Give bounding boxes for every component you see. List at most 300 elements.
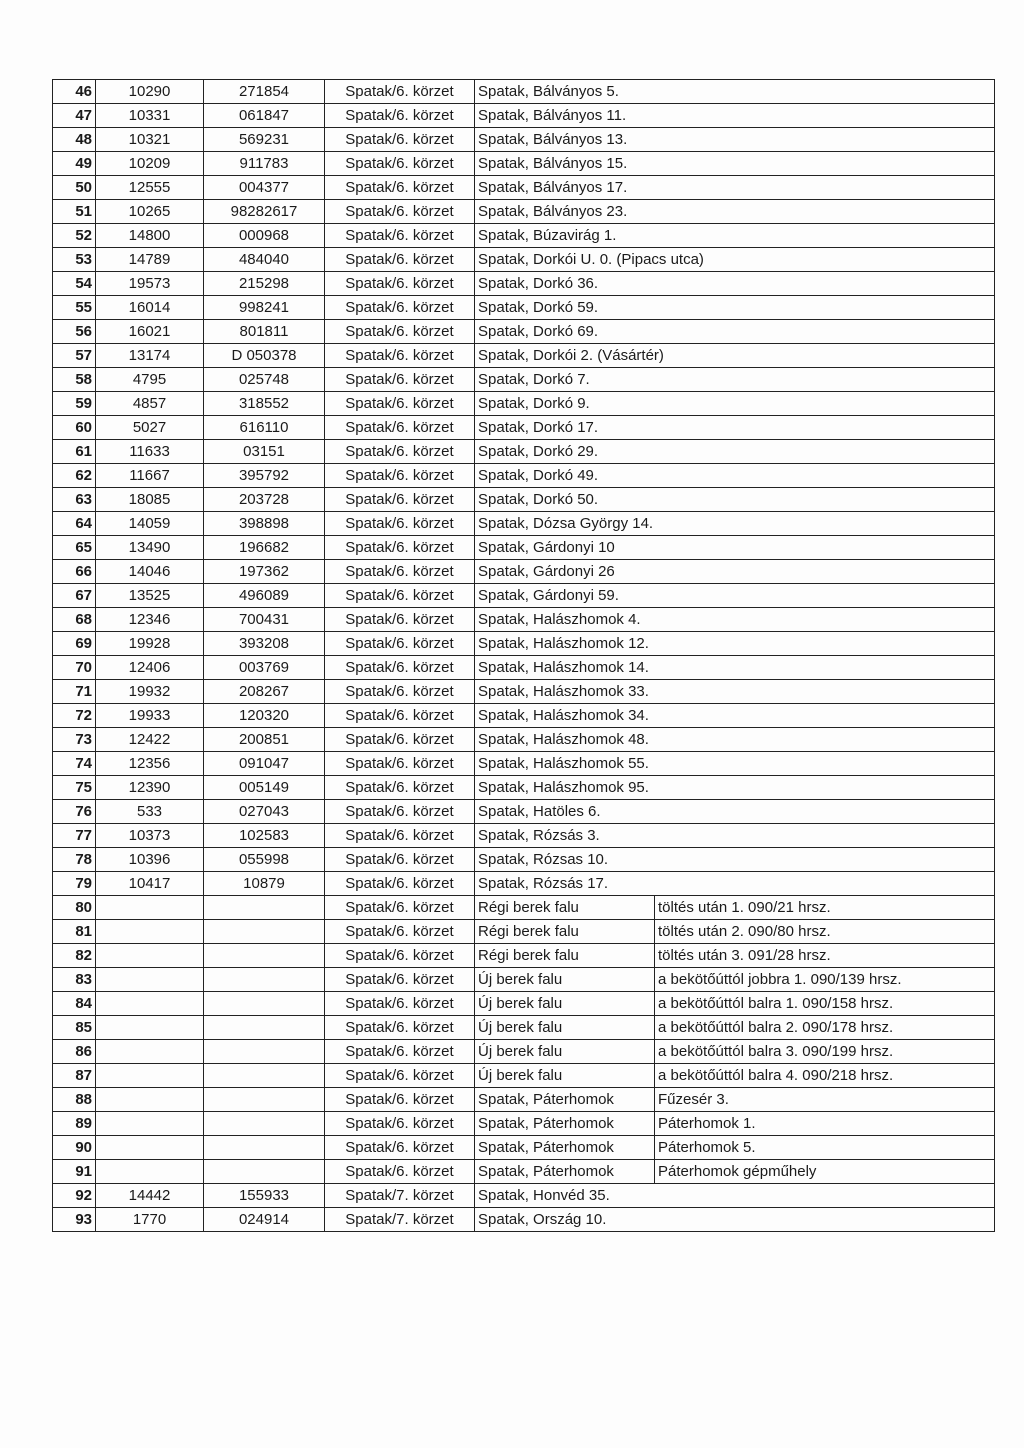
address-cell: Spatak, Rózsás 17. <box>475 872 995 896</box>
row-number: 86 <box>53 1040 96 1064</box>
address-cell: Spatak, Búzavirág 1. <box>475 224 995 248</box>
note-cell: a bekötőúttól balra 4. 090/218 hrsz. <box>655 1064 995 1088</box>
note-cell: Fűzesér 3. <box>655 1088 995 1112</box>
address-cell: Új berek falu <box>475 968 655 992</box>
meter-number-cell: 004377 <box>204 176 325 200</box>
id-number-cell: 10290 <box>96 80 204 104</box>
table-row <box>53 464 995 488</box>
table-row <box>53 440 995 464</box>
row-number: 48 <box>53 128 96 152</box>
id-number-cell <box>96 968 204 992</box>
meter-number-cell: 000968 <box>204 224 325 248</box>
address-cell: Spatak, Halászhomok 4. <box>475 608 995 632</box>
district-cell: Spatak/6. körzet <box>325 368 475 392</box>
address-cell: Spatak, Halászhomok 12. <box>475 632 995 656</box>
table-row <box>53 680 995 704</box>
meter-number-cell: 395792 <box>204 464 325 488</box>
table-row <box>53 1016 995 1040</box>
row-number: 47 <box>53 104 96 128</box>
address-cell: Spatak, Páterhomok <box>475 1136 655 1160</box>
id-number-cell: 5027 <box>96 416 204 440</box>
meter-number-cell: 393208 <box>204 632 325 656</box>
meter-number-cell <box>204 968 325 992</box>
district-cell: Spatak/6. körzet <box>325 344 475 368</box>
district-cell: Spatak/6. körzet <box>325 776 475 800</box>
id-number-cell: 14789 <box>96 248 204 272</box>
row-number: 68 <box>53 608 96 632</box>
district-cell: Spatak/6. körzet <box>325 824 475 848</box>
table-row <box>53 632 995 656</box>
id-number-cell: 10396 <box>96 848 204 872</box>
id-number-cell: 12406 <box>96 656 204 680</box>
district-cell: Spatak/7. körzet <box>325 1208 475 1232</box>
district-cell: Spatak/6. körzet <box>325 560 475 584</box>
address-cell: Spatak, Dózsa György 14. <box>475 512 995 536</box>
row-number: 58 <box>53 368 96 392</box>
row-number: 66 <box>53 560 96 584</box>
table-row <box>53 896 995 920</box>
row-number: 83 <box>53 968 96 992</box>
note-cell: a bekötőúttól balra 3. 090/199 hrsz. <box>655 1040 995 1064</box>
address-cell: Spatak, Páterhomok <box>475 1160 655 1184</box>
meter-number-cell: 10879 <box>204 872 325 896</box>
note-cell: Páterhomok 1. <box>655 1112 995 1136</box>
table-row <box>53 200 995 224</box>
address-cell: Új berek falu <box>475 992 655 1016</box>
note-cell: töltés után 2. 090/80 hrsz. <box>655 920 995 944</box>
address-cell: Spatak, Dorkó 7. <box>475 368 995 392</box>
address-cell: Spatak, Ország 10. <box>475 1208 995 1232</box>
id-number-cell: 11633 <box>96 440 204 464</box>
note-cell: töltés után 3. 091/28 hrsz. <box>655 944 995 968</box>
row-number: 92 <box>53 1184 96 1208</box>
row-number: 56 <box>53 320 96 344</box>
id-number-cell: 12356 <box>96 752 204 776</box>
meter-number-cell: 200851 <box>204 728 325 752</box>
table-row <box>53 1136 995 1160</box>
row-number: 64 <box>53 512 96 536</box>
district-cell: Spatak/6. körzet <box>325 632 475 656</box>
row-number: 65 <box>53 536 96 560</box>
table-row <box>53 728 995 752</box>
district-cell: Spatak/6. körzet <box>325 392 475 416</box>
table-row <box>53 488 995 512</box>
meter-number-cell: 197362 <box>204 560 325 584</box>
district-cell: Spatak/6. körzet <box>325 584 475 608</box>
district-cell: Spatak/6. körzet <box>325 512 475 536</box>
table-row <box>53 296 995 320</box>
table-row <box>53 248 995 272</box>
id-number-cell: 12555 <box>96 176 204 200</box>
address-cell: Spatak, Halászhomok 55. <box>475 752 995 776</box>
table-row <box>53 512 995 536</box>
id-number-cell: 14800 <box>96 224 204 248</box>
meter-number-cell <box>204 1016 325 1040</box>
table-row <box>53 1088 995 1112</box>
meter-number-cell: 318552 <box>204 392 325 416</box>
id-number-cell: 10417 <box>96 872 204 896</box>
id-number-cell: 12390 <box>96 776 204 800</box>
row-number: 77 <box>53 824 96 848</box>
district-cell: Spatak/6. körzet <box>325 728 475 752</box>
id-number-cell <box>96 1160 204 1184</box>
row-number: 59 <box>53 392 96 416</box>
table-row <box>53 224 995 248</box>
meter-number-cell <box>204 1040 325 1064</box>
row-number: 69 <box>53 632 96 656</box>
meter-number-cell: 025748 <box>204 368 325 392</box>
row-number: 84 <box>53 992 96 1016</box>
row-number: 70 <box>53 656 96 680</box>
district-cell: Spatak/6. körzet <box>325 1088 475 1112</box>
address-cell: Spatak, Rózsas 10. <box>475 848 995 872</box>
table-row <box>53 824 995 848</box>
district-cell: Spatak/6. körzet <box>325 200 475 224</box>
meter-number-cell: 091047 <box>204 752 325 776</box>
note-cell: töltés után 1. 090/21 hrsz. <box>655 896 995 920</box>
meter-number-cell: 03151 <box>204 440 325 464</box>
address-cell: Spatak, Páterhomok <box>475 1088 655 1112</box>
id-number-cell: 16014 <box>96 296 204 320</box>
id-number-cell: 19933 <box>96 704 204 728</box>
meter-number-cell <box>204 1160 325 1184</box>
meter-number-cell <box>204 1064 325 1088</box>
meter-number-cell <box>204 1136 325 1160</box>
id-number-cell <box>96 1088 204 1112</box>
id-number-cell: 10331 <box>96 104 204 128</box>
meter-number-cell: 003769 <box>204 656 325 680</box>
id-number-cell: 13525 <box>96 584 204 608</box>
table-row <box>53 80 995 104</box>
meter-number-cell: 998241 <box>204 296 325 320</box>
meter-number-cell: D 050378 <box>204 344 325 368</box>
address-cell: Spatak, Dorkó 29. <box>475 440 995 464</box>
district-cell: Spatak/6. körzet <box>325 800 475 824</box>
row-number: 71 <box>53 680 96 704</box>
district-cell: Spatak/6. körzet <box>325 1040 475 1064</box>
id-number-cell: 13490 <box>96 536 204 560</box>
table-row <box>53 752 995 776</box>
id-number-cell: 10209 <box>96 152 204 176</box>
meter-number-cell: 98282617 <box>204 200 325 224</box>
address-cell: Régi berek falu <box>475 920 655 944</box>
meter-number-cell: 911783 <box>204 152 325 176</box>
district-cell: Spatak/6. körzet <box>325 248 475 272</box>
meter-number-cell: 155933 <box>204 1184 325 1208</box>
id-number-cell: 14442 <box>96 1184 204 1208</box>
meter-number-cell: 196682 <box>204 536 325 560</box>
meter-number-cell <box>204 992 325 1016</box>
meter-number-cell <box>204 896 325 920</box>
district-cell: Spatak/6. körzet <box>325 1136 475 1160</box>
id-number-cell: 14046 <box>96 560 204 584</box>
address-cell: Spatak, Dorkó 50. <box>475 488 995 512</box>
address-cell: Spatak, Dorkói 2. (Vásártér) <box>475 344 995 368</box>
address-cell: Spatak, Dorkó 49. <box>475 464 995 488</box>
row-number: 87 <box>53 1064 96 1088</box>
address-cell: Spatak, Bálványos 23. <box>475 200 995 224</box>
meter-number-cell: 398898 <box>204 512 325 536</box>
row-number: 91 <box>53 1160 96 1184</box>
district-cell: Spatak/6. körzet <box>325 176 475 200</box>
district-cell: Spatak/6. körzet <box>325 1112 475 1136</box>
district-cell: Spatak/6. körzet <box>325 440 475 464</box>
table-row <box>53 584 995 608</box>
id-number-cell: 19928 <box>96 632 204 656</box>
meter-number-cell: 569231 <box>204 128 325 152</box>
id-number-cell: 11667 <box>96 464 204 488</box>
row-number: 81 <box>53 920 96 944</box>
address-cell: Spatak, Honvéd 35. <box>475 1184 995 1208</box>
row-number: 53 <box>53 248 96 272</box>
meter-number-cell: 055998 <box>204 848 325 872</box>
address-cell: Spatak, Halászhomok 14. <box>475 656 995 680</box>
row-number: 89 <box>53 1112 96 1136</box>
meter-number-cell: 102583 <box>204 824 325 848</box>
meter-number-cell: 061847 <box>204 104 325 128</box>
meter-number-cell: 027043 <box>204 800 325 824</box>
table-row <box>53 416 995 440</box>
address-cell: Új berek falu <box>475 1040 655 1064</box>
district-cell: Spatak/6. körzet <box>325 608 475 632</box>
meter-number-cell: 801811 <box>204 320 325 344</box>
address-cell: Spatak, Halászhomok 95. <box>475 776 995 800</box>
note-cell: Páterhomok 5. <box>655 1136 995 1160</box>
meter-number-cell <box>204 920 325 944</box>
address-cell: Régi berek falu <box>475 896 655 920</box>
district-cell: Spatak/6. körzet <box>325 968 475 992</box>
meter-number-cell: 203728 <box>204 488 325 512</box>
id-number-cell: 19573 <box>96 272 204 296</box>
id-number-cell <box>96 1136 204 1160</box>
row-number: 52 <box>53 224 96 248</box>
row-number: 88 <box>53 1088 96 1112</box>
row-number: 80 <box>53 896 96 920</box>
id-number-cell: 19932 <box>96 680 204 704</box>
district-cell: Spatak/6. körzet <box>325 416 475 440</box>
meter-number-cell: 496089 <box>204 584 325 608</box>
row-number: 55 <box>53 296 96 320</box>
meter-number-cell: 700431 <box>204 608 325 632</box>
district-cell: Spatak/6. körzet <box>325 704 475 728</box>
row-number: 85 <box>53 1016 96 1040</box>
district-cell: Spatak/6. körzet <box>325 1160 475 1184</box>
meter-number-cell <box>204 1112 325 1136</box>
district-cell: Spatak/7. körzet <box>325 1184 475 1208</box>
address-cell: Spatak, Dorkó 9. <box>475 392 995 416</box>
note-cell: a bekötőúttól jobbra 1. 090/139 hrsz. <box>655 968 995 992</box>
id-number-cell: 10321 <box>96 128 204 152</box>
table-row <box>53 704 995 728</box>
district-cell: Spatak/6. körzet <box>325 104 475 128</box>
table-row <box>53 392 995 416</box>
id-number-cell: 13174 <box>96 344 204 368</box>
id-number-cell <box>96 1040 204 1064</box>
meter-number-cell: 616110 <box>204 416 325 440</box>
meter-number-cell: 271854 <box>204 80 325 104</box>
id-number-cell <box>96 1016 204 1040</box>
meter-number-cell: 215298 <box>204 272 325 296</box>
district-cell: Spatak/6. körzet <box>325 464 475 488</box>
district-cell: Spatak/6. körzet <box>325 224 475 248</box>
table-row <box>53 1208 995 1232</box>
meter-number-cell: 024914 <box>204 1208 325 1232</box>
table-row <box>53 944 995 968</box>
address-cell: Spatak, Bálványos 5. <box>475 80 995 104</box>
address-cell: Spatak, Dorkó 36. <box>475 272 995 296</box>
table-row <box>53 1112 995 1136</box>
district-cell: Spatak/6. körzet <box>325 536 475 560</box>
table-row <box>53 872 995 896</box>
address-cell: Spatak, Gárdonyi 59. <box>475 584 995 608</box>
address-cell: Spatak, Bálványos 15. <box>475 152 995 176</box>
table-row <box>53 776 995 800</box>
district-cell: Spatak/6. körzet <box>325 1016 475 1040</box>
table-row <box>53 344 995 368</box>
meter-number-cell <box>204 1088 325 1112</box>
row-number: 46 <box>53 80 96 104</box>
row-number: 82 <box>53 944 96 968</box>
address-cell: Spatak, Gárdonyi 10 <box>475 536 995 560</box>
table-row <box>53 1064 995 1088</box>
address-cell: Spatak, Bálványos 17. <box>475 176 995 200</box>
address-cell: Spatak, Halászhomok 34. <box>475 704 995 728</box>
address-cell: Spatak, Páterhomok <box>475 1112 655 1136</box>
table-row <box>53 848 995 872</box>
address-cell: Új berek falu <box>475 1016 655 1040</box>
address-cell: Spatak, Dorkó 69. <box>475 320 995 344</box>
row-number: 76 <box>53 800 96 824</box>
district-cell: Spatak/6. körzet <box>325 752 475 776</box>
district-cell: Spatak/6. körzet <box>325 680 475 704</box>
address-cell: Spatak, Halászhomok 33. <box>475 680 995 704</box>
id-number-cell: 533 <box>96 800 204 824</box>
row-number: 54 <box>53 272 96 296</box>
table-row <box>53 992 995 1016</box>
meter-number-cell <box>204 944 325 968</box>
address-cell: Spatak, Rózsás 3. <box>475 824 995 848</box>
table-row <box>53 368 995 392</box>
table-row <box>53 152 995 176</box>
id-number-cell: 18085 <box>96 488 204 512</box>
district-cell: Spatak/6. körzet <box>325 872 475 896</box>
table-row <box>53 1160 995 1184</box>
row-number: 63 <box>53 488 96 512</box>
meter-register-table <box>52 79 995 1232</box>
row-number: 74 <box>53 752 96 776</box>
row-number: 62 <box>53 464 96 488</box>
district-cell: Spatak/6. körzet <box>325 1064 475 1088</box>
id-number-cell <box>96 992 204 1016</box>
table-row <box>53 272 995 296</box>
district-cell: Spatak/6. körzet <box>325 80 475 104</box>
id-number-cell <box>96 1112 204 1136</box>
id-number-cell: 4857 <box>96 392 204 416</box>
id-number-cell: 4795 <box>96 368 204 392</box>
row-number: 50 <box>53 176 96 200</box>
address-cell: Spatak, Halászhomok 48. <box>475 728 995 752</box>
id-number-cell <box>96 1064 204 1088</box>
note-cell: a bekötőúttól balra 1. 090/158 hrsz. <box>655 992 995 1016</box>
id-number-cell <box>96 920 204 944</box>
row-number: 79 <box>53 872 96 896</box>
table-row <box>53 800 995 824</box>
meter-number-cell: 120320 <box>204 704 325 728</box>
id-number-cell: 12346 <box>96 608 204 632</box>
table-row <box>53 128 995 152</box>
table-row <box>53 320 995 344</box>
address-cell: Új berek falu <box>475 1064 655 1088</box>
table-row <box>53 560 995 584</box>
table-row <box>53 536 995 560</box>
table-row <box>53 104 995 128</box>
district-cell: Spatak/6. körzet <box>325 944 475 968</box>
row-number: 90 <box>53 1136 96 1160</box>
note-cell: Páterhomok gépműhely <box>655 1160 995 1184</box>
district-cell: Spatak/6. körzet <box>325 920 475 944</box>
table-row <box>53 608 995 632</box>
district-cell: Spatak/6. körzet <box>325 488 475 512</box>
address-cell: Régi berek falu <box>475 944 655 968</box>
id-number-cell: 10265 <box>96 200 204 224</box>
row-number: 51 <box>53 200 96 224</box>
table-row <box>53 656 995 680</box>
address-cell: Spatak, Bálványos 11. <box>475 104 995 128</box>
row-number: 67 <box>53 584 96 608</box>
address-cell: Spatak, Dorkói U. 0. (Pipacs utca) <box>475 248 995 272</box>
district-cell: Spatak/6. körzet <box>325 152 475 176</box>
district-cell: Spatak/6. körzet <box>325 128 475 152</box>
meter-number-cell: 484040 <box>204 248 325 272</box>
meter-number-cell: 208267 <box>204 680 325 704</box>
district-cell: Spatak/6. körzet <box>325 296 475 320</box>
row-number: 75 <box>53 776 96 800</box>
district-cell: Spatak/6. körzet <box>325 992 475 1016</box>
district-cell: Spatak/6. körzet <box>325 656 475 680</box>
table-row <box>53 1184 995 1208</box>
row-number: 78 <box>53 848 96 872</box>
row-number: 49 <box>53 152 96 176</box>
address-cell: Spatak, Dorkó 59. <box>475 296 995 320</box>
row-number: 57 <box>53 344 96 368</box>
id-number-cell <box>96 896 204 920</box>
district-cell: Spatak/6. körzet <box>325 896 475 920</box>
row-number: 93 <box>53 1208 96 1232</box>
row-number: 60 <box>53 416 96 440</box>
table-row <box>53 176 995 200</box>
district-cell: Spatak/6. körzet <box>325 272 475 296</box>
address-cell: Spatak, Gárdonyi 26 <box>475 560 995 584</box>
address-cell: Spatak, Bálványos 13. <box>475 128 995 152</box>
id-number-cell: 10373 <box>96 824 204 848</box>
id-number-cell: 12422 <box>96 728 204 752</box>
address-cell: Spatak, Dorkó 17. <box>475 416 995 440</box>
row-number: 73 <box>53 728 96 752</box>
district-cell: Spatak/6. körzet <box>325 320 475 344</box>
id-number-cell: 16021 <box>96 320 204 344</box>
meter-number-cell: 005149 <box>204 776 325 800</box>
row-number: 72 <box>53 704 96 728</box>
district-cell: Spatak/6. körzet <box>325 848 475 872</box>
row-number: 61 <box>53 440 96 464</box>
table-row <box>53 968 995 992</box>
id-number-cell: 1770 <box>96 1208 204 1232</box>
register-body <box>53 80 995 1232</box>
address-cell: Spatak, Hatöles 6. <box>475 800 995 824</box>
note-cell: a bekötőúttól balra 2. 090/178 hrsz. <box>655 1016 995 1040</box>
table-row <box>53 920 995 944</box>
id-number-cell: 14059 <box>96 512 204 536</box>
